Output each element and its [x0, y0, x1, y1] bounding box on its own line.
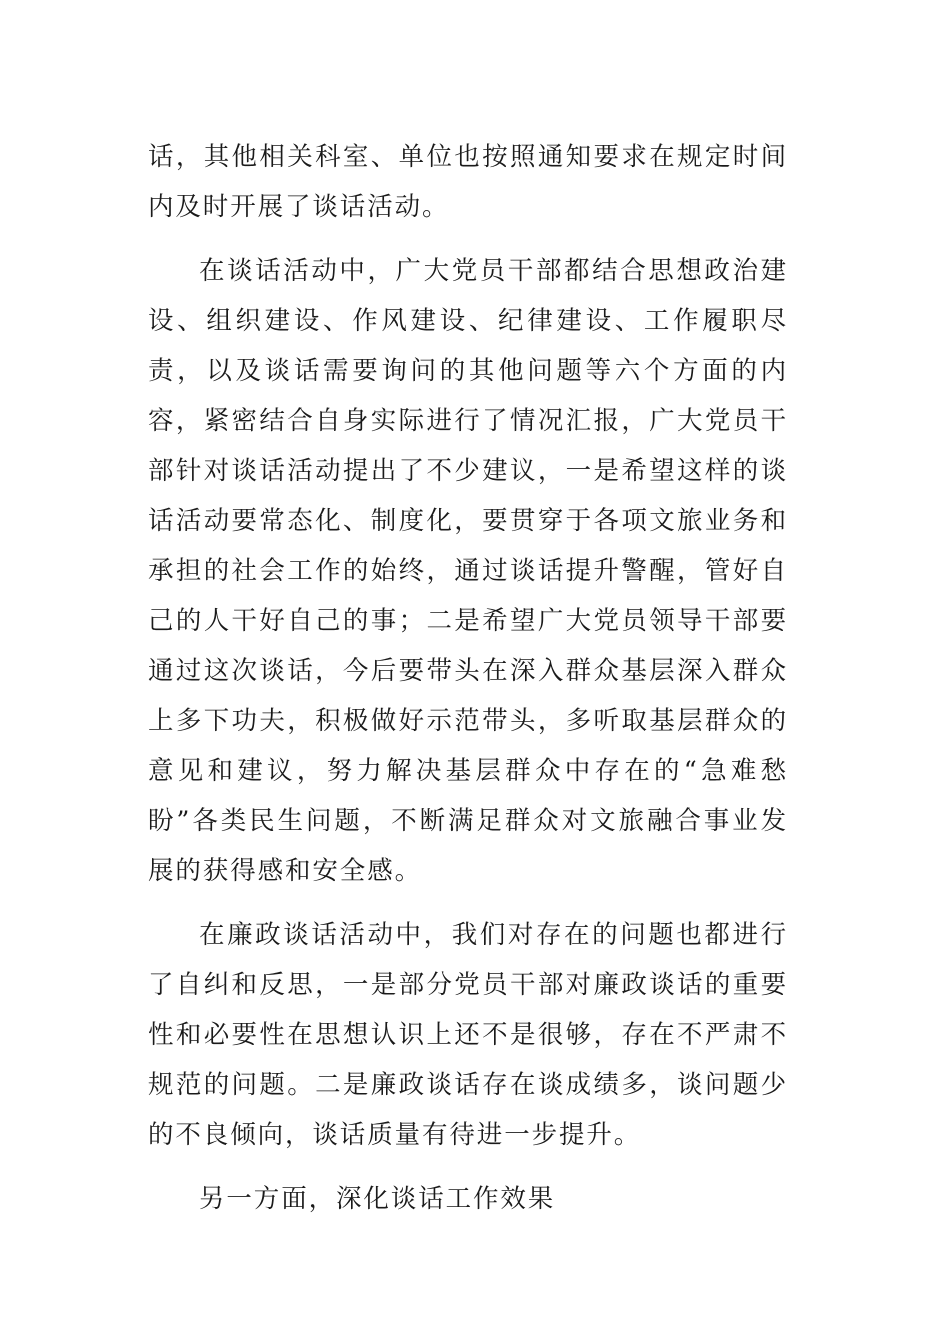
paragraph-continuation: 话，其他相关科室、单位也按照通知要求在规定时间内及时开展了谈话活动。	[148, 142, 788, 222]
paragraph-integrity-talk: 在廉政谈话活动中，我们对存在的问题也都进行了自纠和反思，一是部分党员干部对廉政谈话的重要性和必要性在思想认识上还不是很够，存在不严肃不规范的问题。二是廉政谈话存在谈成绩多，谈问题少的不良倾向，谈话质量有待进一步提升。	[148, 920, 788, 1150]
paragraph-talk-activities: 在谈话活动中，广大党员干部都结合思想政治建设、组织建设、作风建设、纪律建设、工作履职尽责，以及谈话需要询问的其他问题等六个方面的内容，紧密结合自身实际进行了情况汇报，广大党员干部针对谈话活动提出了不少建议，一是希望这样的谈话活动要常态化、制度化，要贯穿于各项文旅业务和承担的社会工作的始终，通过谈话提升警醒，管好自己的人干好自己的事；二是希望广大党员领导干部要通过这次谈话，今后要带头在深入群众基层深入群众上多下功夫，积极做好示范带头，多听取基层群众的意见和建议，努力解决基层群众中存在的“急难愁盼”各类民生问题，不断满足群众对文旅融合事业发展的获得感和安全感。	[148, 256, 788, 886]
paragraph-deepen-effect: 另一方面，深化谈话工作效果	[199, 1184, 556, 1214]
document-body	[148, 132, 788, 1238]
